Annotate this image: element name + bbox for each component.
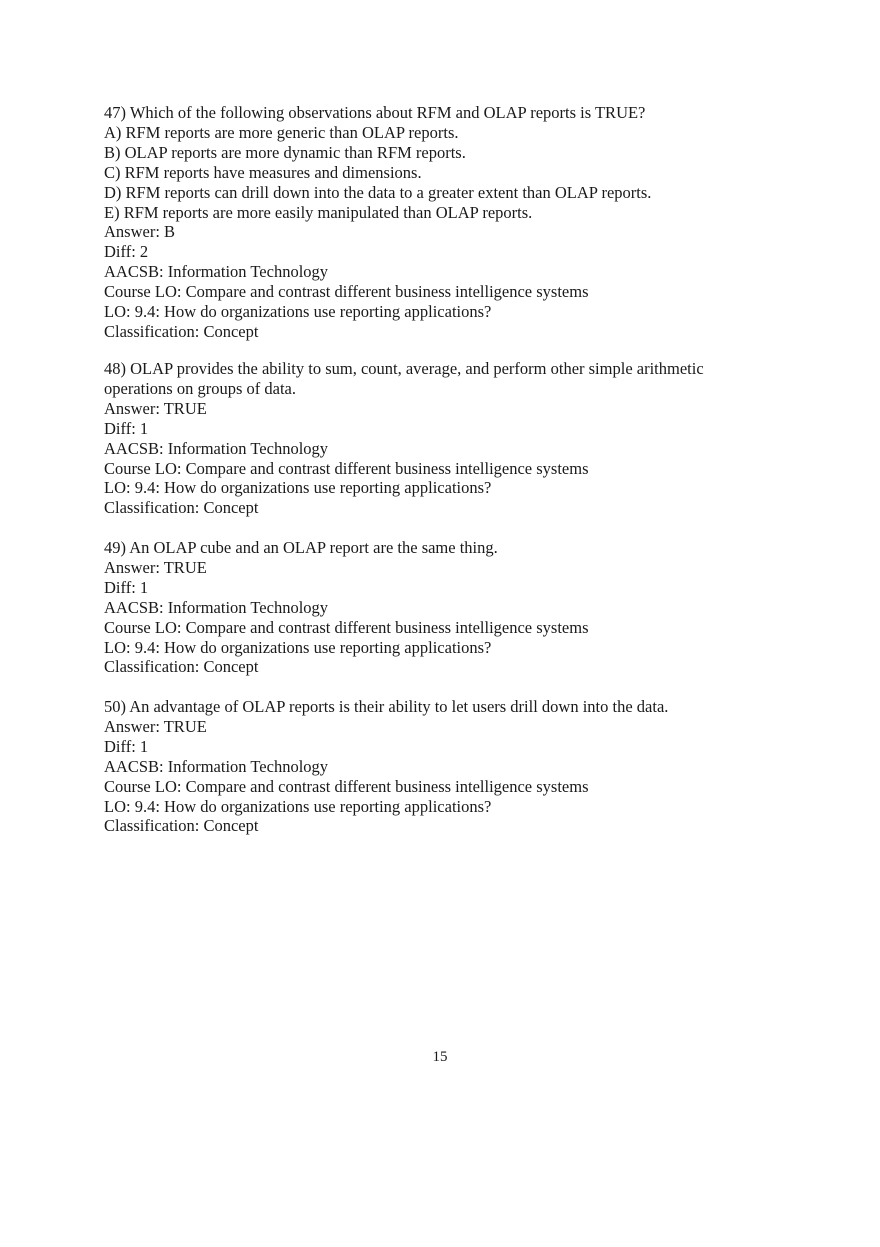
classification-line: Classification: Concept <box>104 321 259 341</box>
question-stem-line-2: operations on groups of data. <box>104 378 296 398</box>
aacsb-line: AACSB: Information Technology <box>104 438 329 458</box>
course-lo-line: Course LO: Compare and contrast different business intelligence systems <box>104 282 589 302</box>
aacsb-line: AACSB: Information Technology <box>104 597 329 617</box>
classification-line: Classification: Concept <box>104 657 259 677</box>
answer-line: Answer: TRUE <box>104 398 207 418</box>
difficulty-line: Diff: 1 <box>104 577 149 597</box>
question-stem-line-1: 48) OLAP provides the ability to sum, count, average, and perform other simple arithmetic <box>104 359 704 378</box>
lo-line: LO: 9.4: How do organizations use reporting applications? <box>104 796 492 816</box>
answer-line: Answer: B <box>104 222 176 242</box>
course-lo-line: Course LO: Compare and contrast different business intelligence systems <box>104 776 589 796</box>
lo-line: LO: 9.4: How do organizations use reporting applications? <box>104 478 492 498</box>
lo-line: LO: 9.4: How do organizations use reporting applications? <box>104 637 492 657</box>
course-lo-line: Course LO: Compare and contrast different business intelligence systems <box>104 458 589 478</box>
option-e: E) RFM reports are more easily manipulated than OLAP reports. <box>104 202 533 222</box>
option-a: A) RFM reports are more generic than OLAP reports. <box>104 122 459 142</box>
option-c: C) RFM reports have measures and dimensions. <box>104 162 422 182</box>
question-stem: 50) An advantage of OLAP reports is their ability to let users drill down into the data. <box>104 697 669 716</box>
option-d: D) RFM reports can drill down into the data to a greater extent than OLAP reports. <box>104 182 652 202</box>
classification-line: Classification: Concept <box>104 816 259 836</box>
answer-line: Answer: TRUE <box>104 716 207 736</box>
lo-line: LO: 9.4: How do organizations use reporting applications? <box>104 302 492 322</box>
difficulty-line: Diff: 1 <box>104 418 149 438</box>
question-block-50 <box>104 697 764 836</box>
page-number: 15 <box>432 1049 448 1065</box>
answer-line: Answer: TRUE <box>104 557 207 577</box>
question-stem: 49) An OLAP cube and an OLAP report are the same thing. <box>104 538 498 557</box>
aacsb-line: AACSB: Information Technology <box>104 262 329 282</box>
question-block-47 <box>104 103 764 342</box>
question-block-49 <box>104 538 764 677</box>
question-block-48 <box>104 359 764 518</box>
difficulty-line: Diff: 2 <box>104 242 149 262</box>
aacsb-line: AACSB: Information Technology <box>104 756 329 776</box>
option-b: B) OLAP reports are more dynamic than RFM reports. <box>104 142 466 162</box>
classification-line: Classification: Concept <box>104 498 259 518</box>
question-stem: 47) Which of the following observations about RFM and OLAP reports is TRUE? <box>104 103 646 122</box>
difficulty-line: Diff: 1 <box>104 736 149 756</box>
course-lo-line: Course LO: Compare and contrast different business intelligence systems <box>104 617 589 637</box>
